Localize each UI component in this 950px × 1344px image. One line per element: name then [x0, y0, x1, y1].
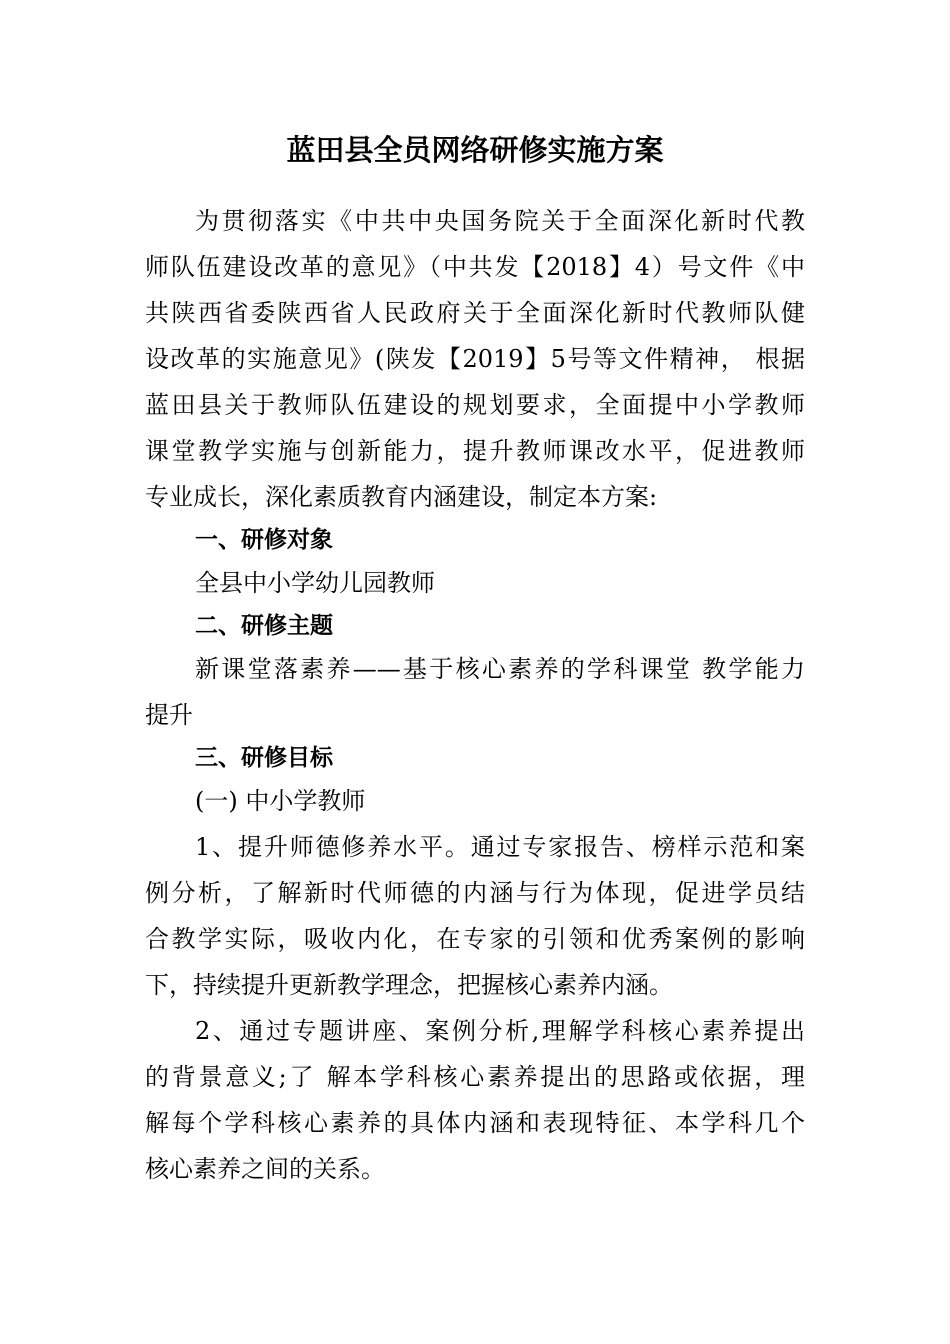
intro-line: 设改革的实施意见》(陕发【2019】5号等文件精神， 根据: [145, 345, 805, 373]
theme-line: 新课堂落素养——基于核心素养的学科课堂 教学能力: [195, 655, 805, 683]
document-body: [145, 198, 805, 1192]
section-subheading-teachers: (一) 中小学教师: [195, 787, 366, 815]
intro-line: 师队伍建设改革的意见》（中共发【2018】4）号文件《中: [145, 253, 805, 281]
intro-line: 共陕西省委陕西省人民政府关于全面深化新时代教师队健: [145, 299, 805, 327]
intro-line: 课堂教学实施与创新能力，提升教师课改水平，促进教师: [145, 437, 805, 465]
section-text-target: 全县中小学幼儿园教师: [195, 569, 435, 597]
intro-line: 蓝田县关于教师队伍建设的规划要求，全面提中小学教师: [145, 391, 805, 419]
goal-line: 下，持续提升更新教学理念，把握核心素养内涵。: [145, 971, 673, 999]
goal-item-2: [145, 1008, 805, 1192]
goal-line: 解每个学科核心素养的具体内涵和表现特征、本学科几个: [145, 1109, 805, 1137]
goal-line: 例分析，了解新时代师德的内涵与行为体现，促进学员结: [145, 879, 805, 907]
goal-line: 合教学实际，吸收内化，在专家的引领和优秀案例的影响: [145, 925, 805, 953]
goal-line: 核心素养之间的关系。: [145, 1155, 385, 1183]
section-text-theme: [145, 646, 805, 738]
theme-line: 提升: [145, 701, 193, 729]
intro-paragraph: [145, 198, 805, 520]
document-title: 蓝田县全员网络研修实施方案: [286, 133, 664, 167]
goal-line: 1、提升师德修养水平。通过专家报告、榜样示范和案: [195, 833, 805, 861]
goal-line: 的背景意义;了 解本学科核心素养提出的思路或依据，理: [145, 1063, 805, 1091]
goal-line: 2、通过专题讲座、案例分析,理解学科核心素养提出: [195, 1017, 805, 1045]
intro-line: 为贯彻落实《中共中央国务院关于全面深化新时代教: [195, 207, 805, 235]
goal-item-1: [145, 824, 805, 1008]
intro-line: 专业成长，深化素质教育内涵建设，制定本方案:: [145, 483, 658, 511]
section-heading-target: 一、研修对象: [195, 527, 333, 553]
section-heading-theme: 二、研修主题: [195, 613, 333, 639]
section-heading-goals: 三、研修目标: [195, 745, 333, 771]
